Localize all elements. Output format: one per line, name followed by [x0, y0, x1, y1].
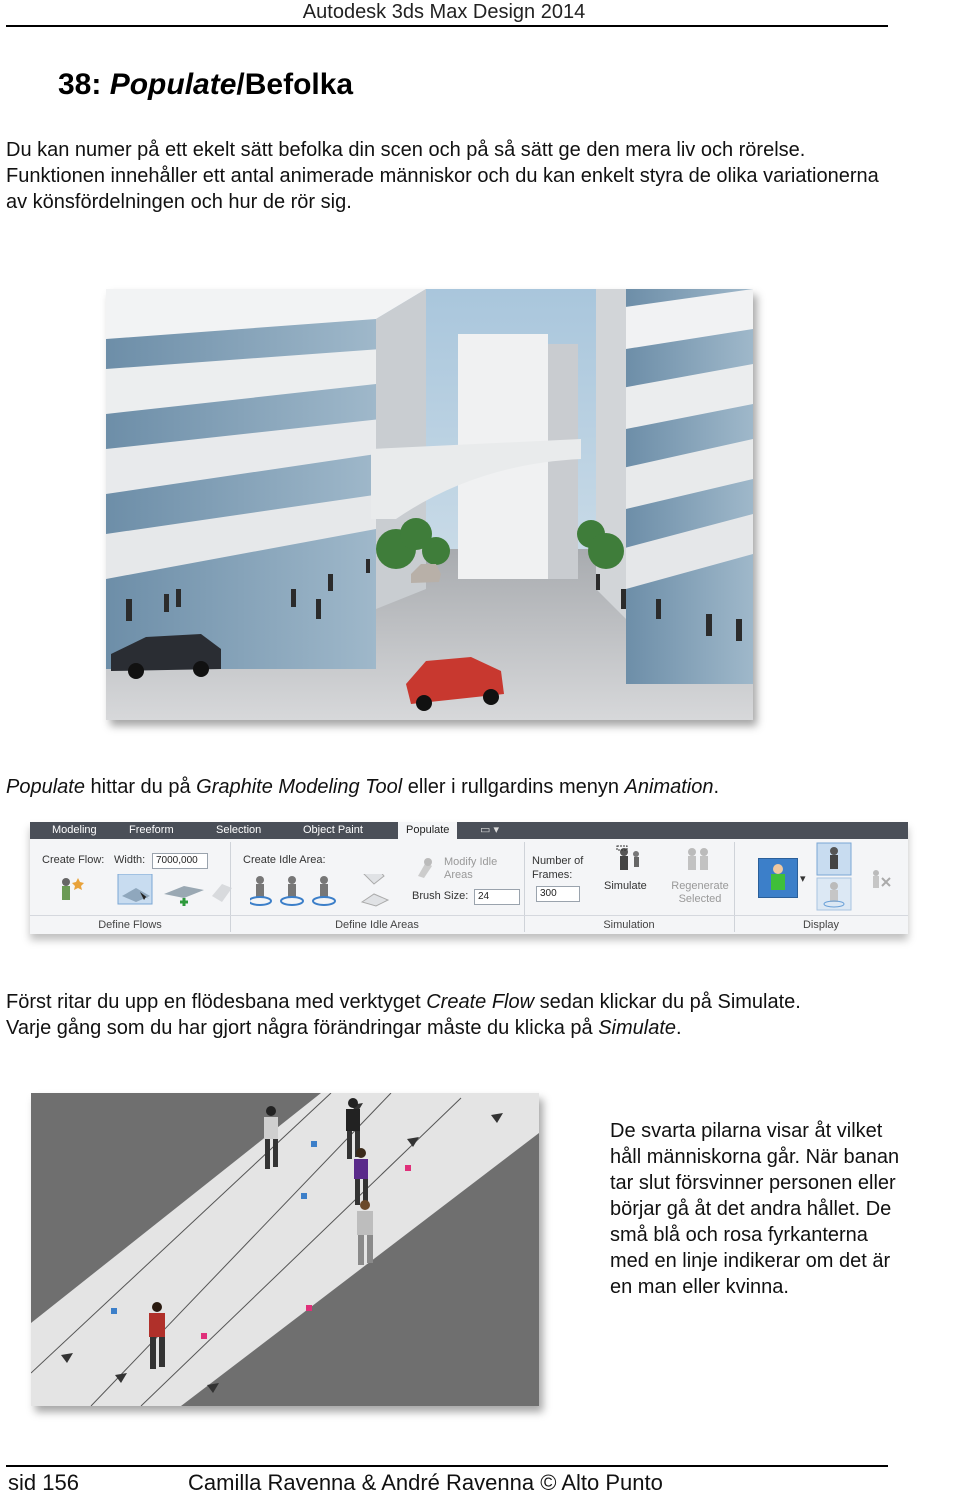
width-input[interactable]: 7000,000	[152, 853, 208, 869]
tab-modeling[interactable]: Modeling	[52, 824, 97, 836]
create-idle-area-label: Create Idle Area:	[243, 854, 326, 866]
heading-rest: /Befolka	[236, 68, 354, 101]
people-icon[interactable]	[62, 878, 84, 900]
frames-label: Number of Frames:	[532, 855, 584, 881]
instr-text-2: sedan klickar du på Simulate.	[534, 991, 801, 1013]
modify-idle-areas-label[interactable]: Modify Idle Areas	[444, 856, 498, 881]
frames-input[interactable]: 300	[536, 886, 580, 902]
person-green-icon	[759, 859, 797, 897]
city-render-image	[106, 289, 753, 720]
tab-selection[interactable]: Selection	[216, 824, 262, 836]
create-flow-icon[interactable]	[118, 874, 152, 904]
idle-paint-icon[interactable]	[313, 897, 335, 905]
heading-italic: Populate	[109, 68, 237, 101]
where-text-3: .	[713, 776, 720, 798]
modify-brush-icon[interactable]	[414, 856, 436, 880]
chevron-down-icon[interactable]: ▭ ▾	[480, 824, 499, 836]
instructions-paragraph	[6, 989, 886, 1041]
group-display: Display	[734, 915, 908, 934]
idle-area-tools	[250, 874, 400, 908]
running-header: Autodesk 3ds Max Design 2014	[302, 1, 586, 23]
brush-size-label: Brush Size:	[412, 890, 469, 902]
width-label: Width:	[114, 854, 146, 866]
tab-object-paint[interactable]: Object Paint	[303, 824, 363, 836]
idle-freeform-icon[interactable]	[281, 897, 303, 905]
heading-number: 38:	[58, 68, 110, 101]
where-text-1: hittar du på	[84, 776, 197, 798]
delete-people-icon[interactable]	[866, 868, 894, 892]
display-dropdown-icon[interactable]: ▾	[800, 873, 806, 885]
populate-ribbon	[30, 822, 908, 934]
instr-text-4: .	[676, 1017, 682, 1039]
group-simulation: Simulation	[524, 915, 734, 934]
regenerate-selected-button[interactable]: Regenerate Selected	[671, 880, 729, 905]
display-mode-button[interactable]	[758, 858, 798, 898]
instr-text-3: Varje gång som du har gjort några förändringar måste du klicka på	[6, 1017, 599, 1039]
instr-text-1: Först ritar du upp en flödesbana med verktyget	[6, 991, 427, 1013]
idle-circle-icon[interactable]	[250, 897, 271, 905]
flow-simulation-image	[31, 1093, 539, 1406]
animation-term: Animation	[624, 776, 714, 798]
tab-freeform[interactable]: Freeform	[129, 824, 174, 836]
flow-tools	[52, 874, 232, 906]
simulate-button[interactable]: Simulate	[604, 880, 647, 892]
section-heading	[58, 68, 353, 102]
where-text-2: eller i rullgardins menyn	[402, 776, 625, 798]
simulate-icon[interactable]	[614, 844, 644, 874]
footer-authors: Camilla Ravenna & André Ravenna © Alto Punto	[188, 1470, 663, 1495]
create-flow-segment-icon[interactable]	[164, 886, 204, 906]
page-number: sid 156	[8, 1470, 79, 1495]
header-rule	[6, 25, 888, 27]
group-define-flows: Define Flows	[30, 915, 230, 934]
create-flow-term: Create Flow	[426, 991, 535, 1013]
graphite-term: Graphite Modeling Tool	[196, 776, 403, 798]
flow-explanation: De svarta pilarna visar åt vilket håll människorna går. När banan tar slut försvinner personen eller börjar gå åt det andra hållet. De små blå och rosa fyrkanterna med en linje indikerar om det är en man eller kvinna.	[610, 1120, 900, 1298]
intro-paragraph: Du kan numer på ett ekelt sätt befolka din scen och på så sätt ge den mera liv och rörelse. Funktionen innehåller ett antal animerade människor och du kan enkelt styra de olika variationerna av könsfördelningen och hur de rör sig.	[6, 139, 879, 213]
where-paragraph	[6, 774, 886, 800]
footer-rule	[6, 1465, 888, 1467]
flow-paint-icon	[212, 884, 232, 902]
regenerate-icon[interactable]	[682, 844, 712, 874]
brush-size-input[interactable]: 24	[474, 889, 520, 905]
simulate-term: Simulate	[598, 1017, 676, 1039]
tab-populate[interactable]: Populate	[398, 822, 457, 839]
group-define-idle-areas: Define Idle Areas	[230, 915, 524, 934]
create-flow-label: Create Flow:	[42, 854, 105, 866]
display-options	[816, 842, 852, 912]
populate-term: Populate	[6, 776, 85, 798]
